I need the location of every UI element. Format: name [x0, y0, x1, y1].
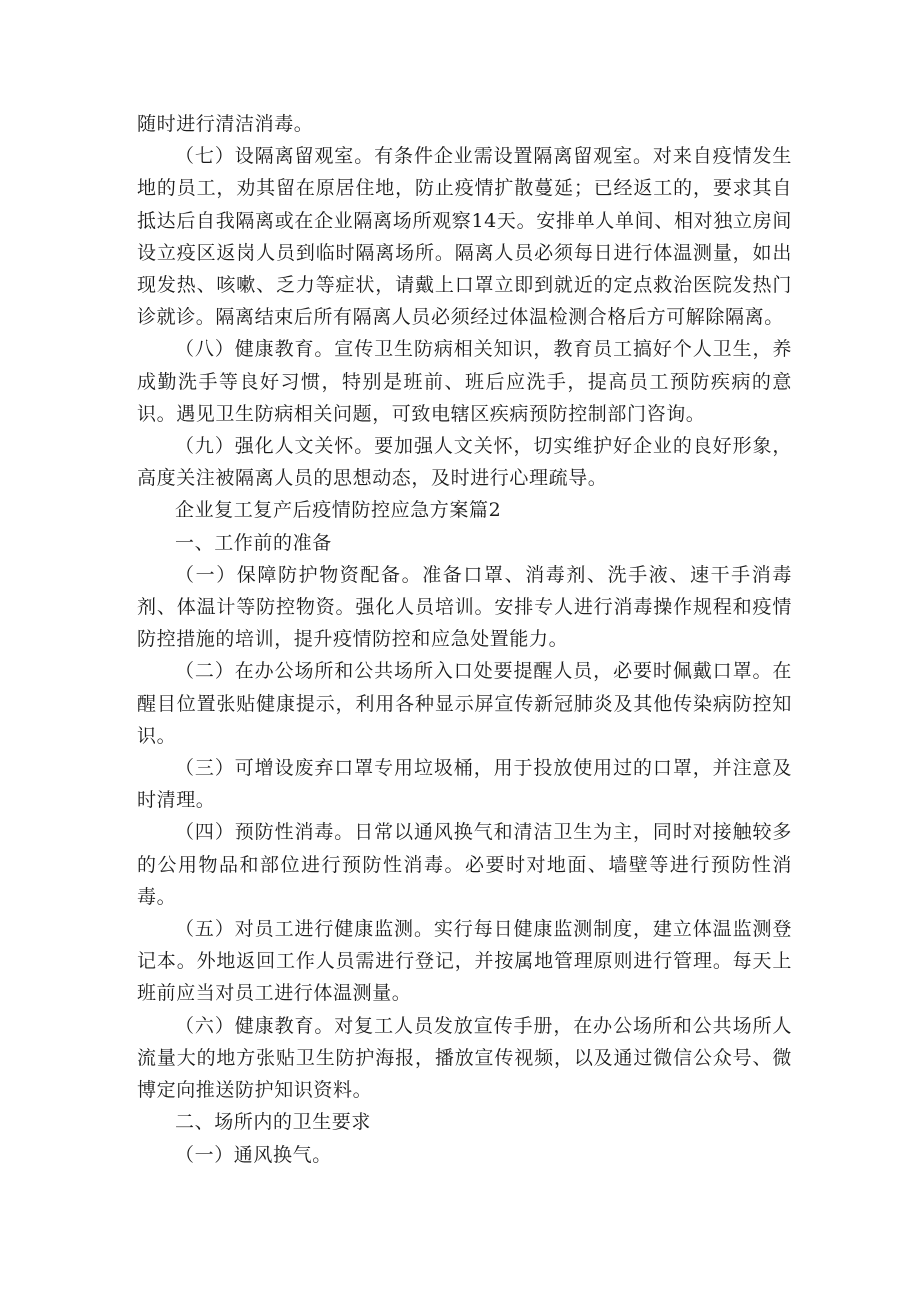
paragraph-protective-supplies: （一）保障防护物资配备。准备口罩、消毒剂、洗手液、速干手消毒剂、体温计等防控物资。强化人员培训。安排专人进行消毒操作规程和疫情防控措施的培训，提升疫情防控和应急处置能力。 — [137, 563, 792, 651]
paragraph-entrance-reminder: （二）在办公场所和公共场所入口处要提醒人员，必要时佩戴口罩。在醒目位置张贴健康提示，利用各种显示屏宣传新冠肺炎及其他传染病防控知识。 — [137, 660, 792, 747]
paragraph-mask-bins: （三）可增设废弃口罩专用垃圾桶，用于投放使用过的口罩，并注意及时清理。 — [137, 757, 792, 812]
paragraph: 随时进行清洁消毒。 — [137, 113, 314, 135]
paragraph-health-education-2: （六）健康教育。对复工人员发放宣传手册，在办公场所和公共场所人流量大的地方张贴卫生防护海报，播放宣传视频，以及通过微信公众号、微博定向推送防护知识资料。 — [137, 1014, 792, 1102]
section-heading-plan-2: 企业复工复产后疫情防控应急方案篇2 — [175, 499, 502, 522]
paragraph-section-8-health-education: （八）健康教育。宣传卫生防病相关知识，教育员工搞好个人卫生，养成勤洗手等良好习惯，特别是班前、班后应洗手，提高员工预防疾病的意识。遇见卫生防病相关问题，可致电辖区疾病预防控制部门咨询。 — [137, 338, 792, 425]
paragraph-section-7-isolation: （七）设隔离留观室。有条件企业需设置隔离留观室。对来自疫情发生地的员工，劝其留在原居住地，防止疫情扩散蔓延；已经返工的，要求其自抵达后自我隔离或在企业隔离场所观察14天。安排单人单间、相对独立房间设立疫区返岗人员到临时隔离场所。隔离人员必须每日进行体温测量，如出现发热、咳嗽、乏力等症状，请戴上口罩立即到就近的定点救治医院发热门诊就诊。隔离结束后所有隔离人员必须经过体温检测合格后方可解除隔离。 — [137, 145, 792, 329]
paragraph-preventive-disinfection: （四）预防性消毒。日常以通风换气和清洁卫生为主，同时对接触较多的公用物品和部位进行预防性消毒。必要时对地面、墙壁等进行预防性消毒。 — [137, 821, 792, 908]
subheading-hygiene-requirements: 二、场所内的卫生要求 — [175, 1111, 372, 1134]
document-body — [137, 108, 792, 1171]
paragraph-ventilation: （一）通风换气。 — [175, 1143, 332, 1166]
paragraph-section-9-humanistic-care: （九）强化人文关怀。要加强人文关怀，切实维护好企业的良好形象，高度关注被隔离人员的思想动态，及时进行心理疏导。 — [137, 435, 792, 490]
paragraph-health-monitoring: （五）对员工进行健康监测。实行每日健康监测制度，建立体温监测登记本。外地返回工作人员需进行登记，并按属地管理原则进行管理。每天上班前应当对员工进行体温测量。 — [137, 918, 792, 1005]
subheading-preparation: 一、工作前的准备 — [175, 531, 332, 554]
